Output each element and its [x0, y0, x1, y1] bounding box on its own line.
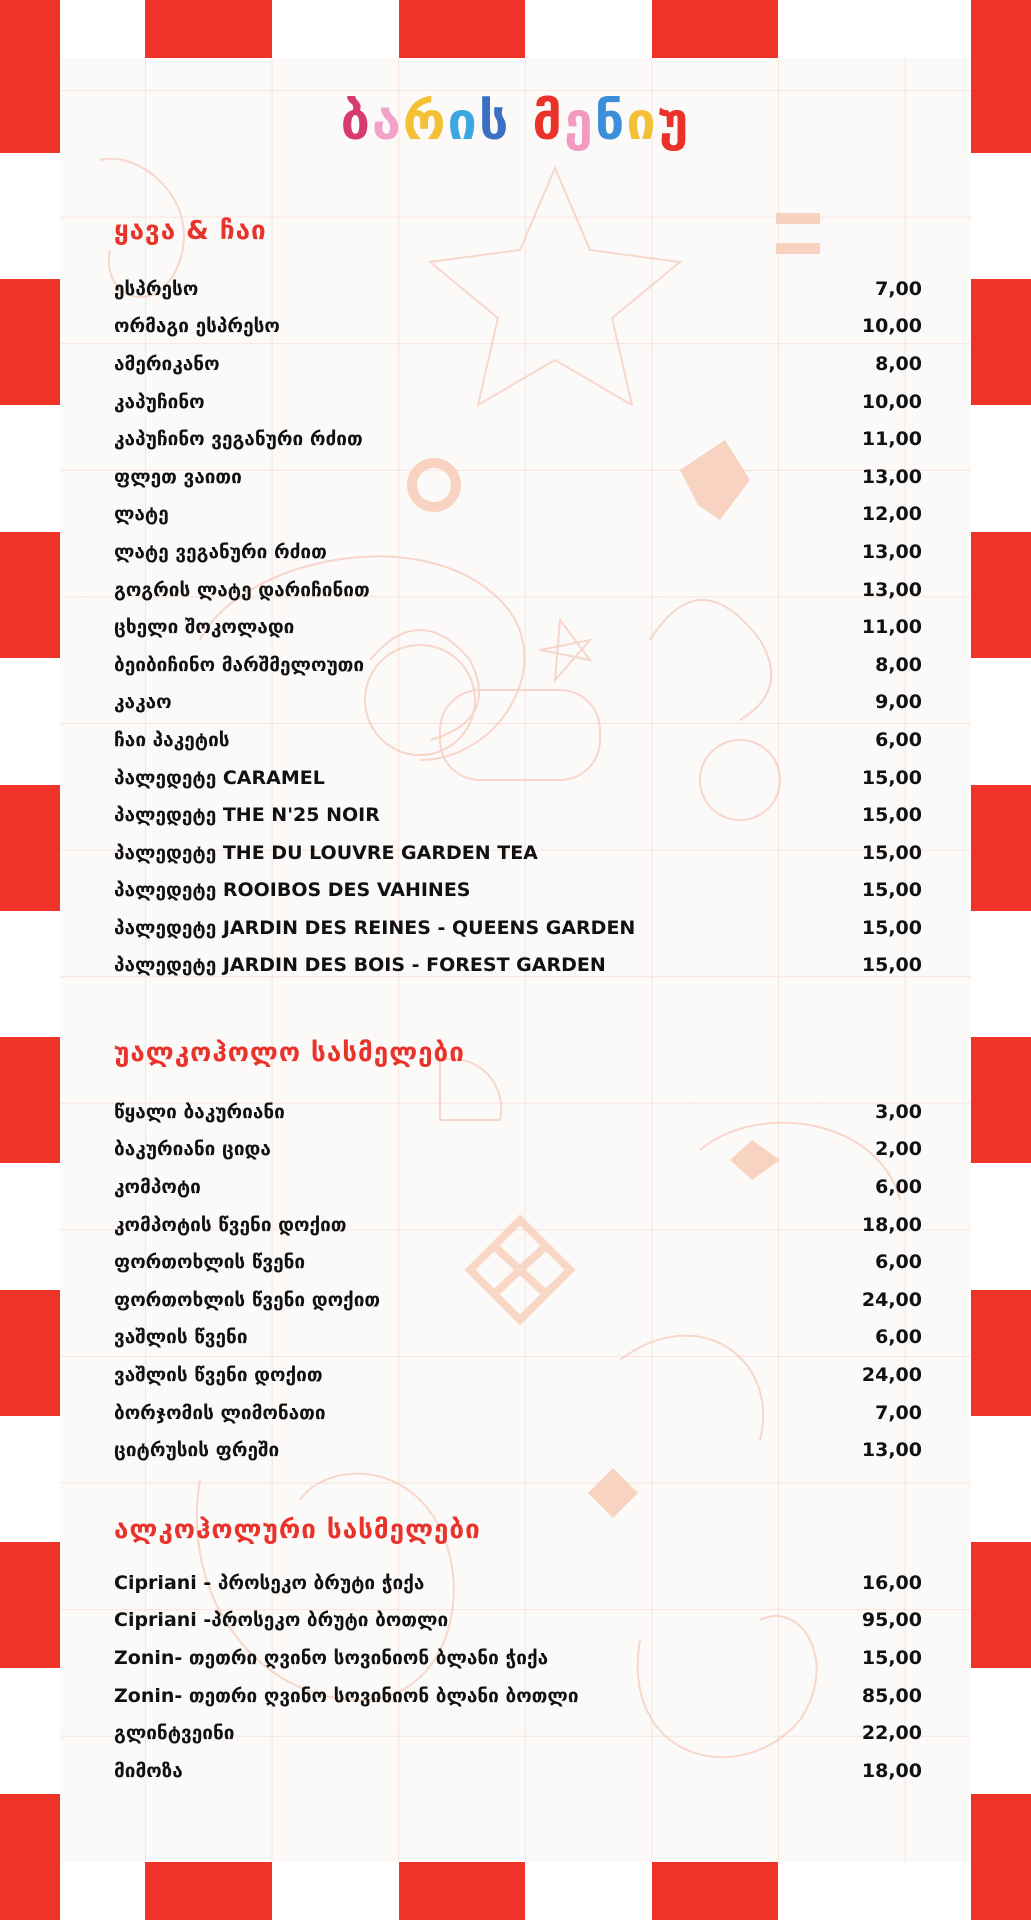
border-square: [145, 1862, 272, 1920]
menu-item-price: 11,00: [861, 428, 922, 451]
menu-item: [114, 1564, 922, 1602]
border-square: [971, 785, 1031, 911]
border-square: [971, 1794, 1031, 1920]
menu-item-name: კომპოტის წვენი დოქით: [114, 1213, 347, 1236]
border-square: [971, 1037, 1031, 1163]
menu-item-price: 95,00: [861, 1609, 922, 1632]
menu-item-name: პალედეტე JARDIN DES REINES - QUEENS GARDEN: [114, 916, 636, 939]
border-square: [399, 0, 525, 58]
menu-item: [114, 1602, 922, 1640]
border-square: [971, 279, 1031, 405]
menu-item: [114, 1093, 922, 1131]
border-square: [652, 1862, 778, 1920]
menu-item-name: მიმოზა: [114, 1759, 183, 1782]
menu-item-name: ფორთოხლის წვენი დოქით: [114, 1288, 381, 1311]
menu-item-price: 24,00: [861, 1363, 922, 1386]
border-square: [399, 1862, 525, 1920]
menu-item: [114, 496, 922, 534]
menu-title-letter: უ: [657, 92, 691, 152]
menu-item-name: ცხელი შოკოლადი: [114, 616, 295, 639]
menu-title-letter: ე: [563, 92, 595, 152]
menu-item-price: 8,00: [875, 653, 922, 676]
menu-item-price: 13,00: [861, 1439, 922, 1462]
menu-item-name: პალედეტე THE N'25 NOIR: [114, 804, 380, 827]
section-title-soft-drinks: უალკოჰოლო სასმელები: [114, 1038, 465, 1068]
menu-item-price: 18,00: [861, 1213, 922, 1236]
menu-item: [114, 947, 922, 985]
menu-item: [114, 872, 922, 910]
menu-item-price: 7,00: [875, 1401, 922, 1424]
menu-item-name: ფორთოხლის წვენი: [114, 1251, 306, 1274]
menu-item-name: კაპუჩინო ვეგანური რძით: [114, 428, 363, 451]
menu-item: [114, 383, 922, 421]
menu-item: [114, 1281, 922, 1319]
menu-item-price: 15,00: [861, 841, 922, 864]
menu-item: [114, 308, 922, 346]
menu-item: [114, 909, 922, 947]
menu-item-price: 22,00: [861, 1722, 922, 1745]
section-items-coffee-tea: [114, 270, 922, 984]
border-square: [0, 1794, 60, 1920]
section-title-alcoholic-drinks: ალკოჰოლური სასმელები: [114, 1515, 481, 1545]
border-square: [0, 1037, 60, 1163]
menu-item-price: 15,00: [861, 954, 922, 977]
menu-item: [114, 1752, 922, 1790]
menu-item-name: ორმაგი ესპრესო: [114, 315, 280, 338]
menu-item: [114, 796, 922, 834]
menu-item-name: ბეიბიჩინო მარშმელოუთი: [114, 653, 365, 676]
menu-item-name: პალედეტე THE DU LOUVRE GARDEN TEA: [114, 841, 538, 864]
menu-item-name: Cipriani -პროსეკო ბრუტი ბოთლი: [114, 1609, 449, 1632]
menu-item-name: ესპრესო: [114, 277, 199, 300]
menu-item-price: 6,00: [875, 728, 922, 751]
menu-title-letter: ნ: [594, 92, 627, 152]
menu-item-name: ციტრუსის ფრეში: [114, 1439, 280, 1462]
menu-item-name: პალედეტე CARAMEL: [114, 766, 325, 789]
menu-item-name: გლინტვეინი: [114, 1722, 235, 1745]
menu-item-name: ბორჯომის ლიმონათი: [114, 1401, 326, 1424]
border-square: [145, 0, 272, 58]
menu-title-letter: მ: [532, 92, 564, 152]
menu-item: [114, 345, 922, 383]
border-square: [0, 1542, 60, 1668]
menu-item-price: 15,00: [861, 766, 922, 789]
menu-item-price: 85,00: [861, 1684, 922, 1707]
menu-item-name: კაკაო: [114, 691, 172, 714]
menu-item-price: 9,00: [875, 691, 922, 714]
menu-item-price: 16,00: [861, 1571, 922, 1594]
border-square: [0, 785, 60, 911]
menu-item-price: 15,00: [861, 1646, 922, 1669]
menu-item: [114, 270, 922, 308]
border-square: [0, 532, 60, 658]
menu-item: [114, 834, 922, 872]
menu-item: [114, 1394, 922, 1432]
menu-title-letter: ს: [478, 92, 511, 152]
menu-item-price: 8,00: [875, 352, 922, 375]
menu-item-price: 3,00: [875, 1100, 922, 1123]
menu-item-name: ამერიკანო: [114, 352, 220, 375]
menu-title-letter: ი: [626, 92, 658, 152]
menu-item-price: 2,00: [875, 1138, 922, 1161]
menu-title-letter: ბ: [340, 92, 372, 152]
section-title-coffee-tea: ყავა & ჩაი: [114, 216, 267, 246]
menu-item-price: 12,00: [861, 503, 922, 526]
border-square: [0, 279, 60, 405]
menu-item-price: 13,00: [861, 578, 922, 601]
menu-title-letter: ა: [371, 92, 403, 152]
menu-item-price: 24,00: [861, 1288, 922, 1311]
menu-item: [114, 684, 922, 722]
menu-item-name: ვაშლის წვენი: [114, 1326, 248, 1349]
menu-item: [114, 1168, 922, 1206]
menu-item-price: 15,00: [861, 804, 922, 827]
menu-item-name: პალედეტე ROOIBOS DES VAHINES: [114, 879, 471, 902]
menu-item: [114, 571, 922, 609]
menu-item-name: გოგრის ლატე დარიჩინით: [114, 578, 370, 601]
menu-item: [114, 1431, 922, 1469]
menu-item-name: წყალი ბაკურიანი: [114, 1100, 285, 1123]
menu-item-name: ბაკურიანი ციდა: [114, 1138, 271, 1161]
menu-item: [114, 1243, 922, 1281]
menu-item-name: პალედეტე JARDIN DES BOIS - FOREST GARDEN: [114, 954, 606, 977]
menu-item-price: 6,00: [875, 1175, 922, 1198]
menu-title-letter: ი: [447, 92, 479, 152]
menu-item: [114, 759, 922, 797]
border-square: [652, 0, 778, 58]
menu-item: [114, 420, 922, 458]
menu-item-price: 10,00: [861, 315, 922, 338]
menu-item-name: ჩაი პაკეტის: [114, 728, 230, 751]
menu-item-price: 15,00: [861, 879, 922, 902]
menu-item-name: Zonin- თეთრი ღვინო სოვინიონ ბლანი ბოთლი: [114, 1684, 579, 1707]
menu-item: [114, 1356, 922, 1394]
menu-item-name: Cipriani - პროსეკო ბრუტი ჭიქა: [114, 1571, 425, 1594]
menu-item-price: 6,00: [875, 1326, 922, 1349]
menu-item-price: 10,00: [861, 390, 922, 413]
menu-item-name: ლატე ვეგანური რძით: [114, 540, 327, 563]
border-square: [971, 1290, 1031, 1416]
menu-item-name: კომპოტი: [114, 1175, 201, 1198]
border-square: [971, 1542, 1031, 1668]
menu-item-price: 18,00: [861, 1759, 922, 1782]
menu-item-price: 11,00: [861, 616, 922, 639]
menu-title-letter: რ: [402, 92, 448, 152]
menu-item-name: ფლეთ ვაითი: [114, 465, 242, 488]
menu-item-name: ლატე: [114, 503, 169, 526]
menu-item-price: 13,00: [861, 465, 922, 488]
section-items-soft-drinks: [114, 1093, 922, 1469]
menu-item-price: 6,00: [875, 1251, 922, 1274]
menu-item-name: კაპუჩინო: [114, 390, 205, 413]
menu-item: [114, 1131, 922, 1169]
menu-item: [114, 1639, 922, 1677]
menu-item: [114, 1677, 922, 1715]
menu-item: [114, 533, 922, 571]
menu-item: [114, 1714, 922, 1752]
menu-item-name: ვაშლის წვენი დოქით: [114, 1363, 323, 1386]
menu-item: [114, 458, 922, 496]
menu-item-price: 15,00: [861, 916, 922, 939]
border-square: [971, 532, 1031, 658]
menu-item-name: Zonin- თეთრი ღვინო სოვინიონ ბლანი ჭიქა: [114, 1646, 549, 1669]
section-items-alcoholic-drinks: [114, 1564, 922, 1790]
menu-title: [0, 92, 1031, 152]
border-square: [0, 1290, 60, 1416]
menu-item: [114, 1206, 922, 1244]
menu-item-price: 13,00: [861, 540, 922, 563]
menu-item-price: 7,00: [875, 277, 922, 300]
menu-item: [114, 721, 922, 759]
menu-item: [114, 608, 922, 646]
menu-item: [114, 1319, 922, 1357]
menu-item: [114, 646, 922, 684]
